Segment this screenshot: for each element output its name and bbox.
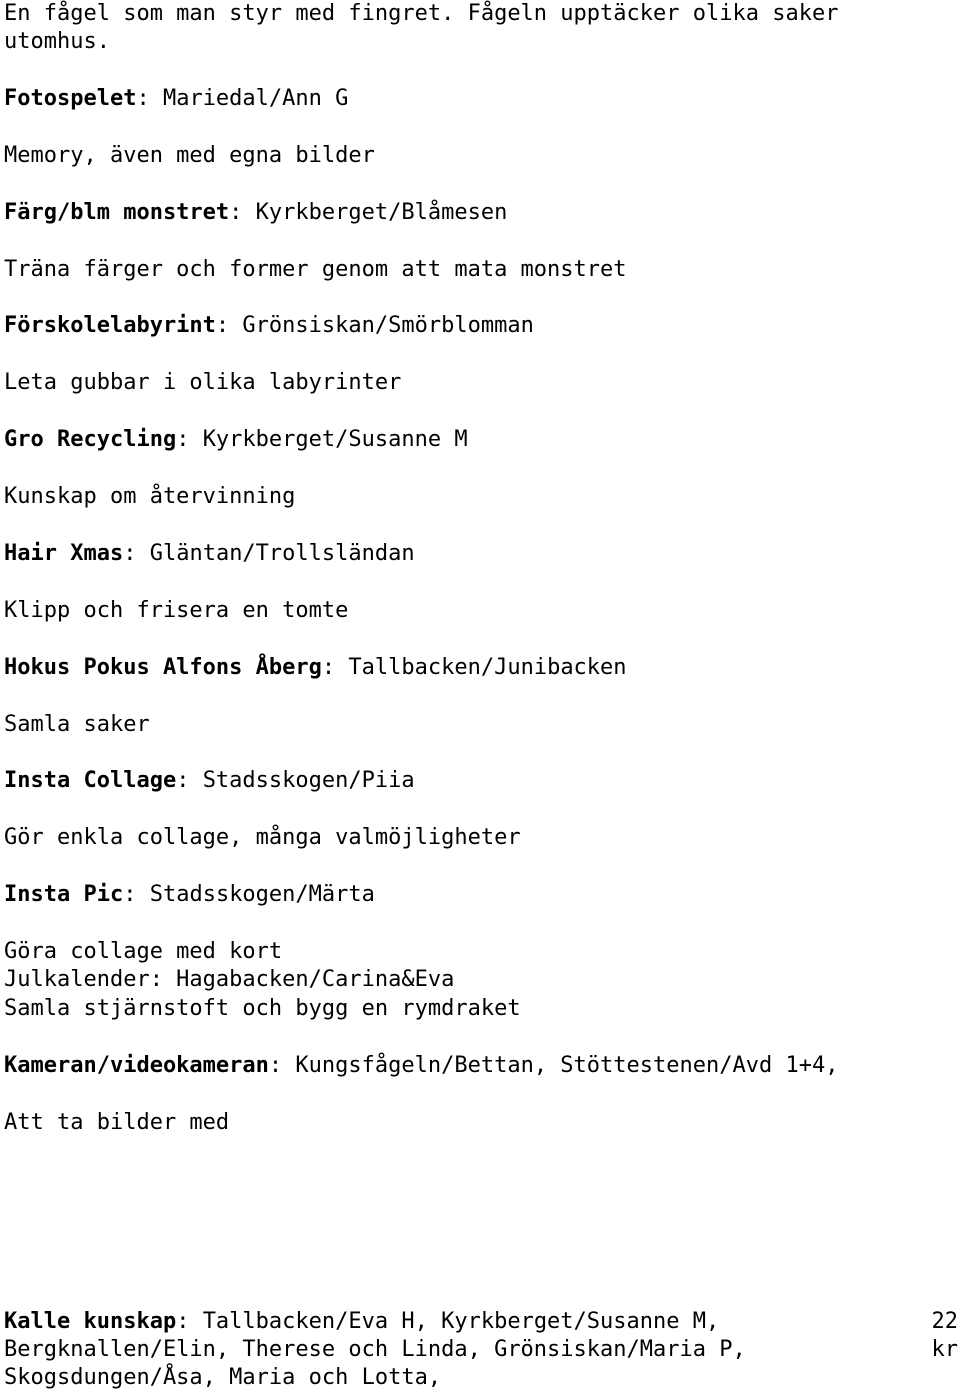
app-location-continued: Skogsdungen/Åsa, Maria och Lotta, [4, 1365, 442, 1390]
app-description: Memory, även med egna bilder [4, 143, 375, 168]
app-heading-julkalender: Julkalender: Hagabacken/Carina&Eva [4, 967, 455, 992]
app-location: Tallbacken/Eva H, Kyrkberget/Susanne M, [202, 1309, 720, 1334]
separator: : [268, 1053, 296, 1078]
app-title: Kameran/videokameran [4, 1053, 269, 1078]
app-heading-farg-blm-monstret [4, 199, 507, 227]
intro-line-1: En fågel som man styr med fingret. Fågeln upptäcker olika saker [4, 1, 839, 26]
separator: : [176, 1309, 203, 1334]
app-heading-hair-xmas [4, 540, 415, 568]
app-heading-kameran [4, 1052, 838, 1080]
separator: : [136, 86, 163, 111]
separator: : [229, 200, 256, 225]
separator: : [176, 427, 203, 452]
app-location-continued: Bergknallen/Elin, Therese och Linda, Grönsiskan/Maria P, [4, 1337, 746, 1362]
app-heading-insta-collage [4, 767, 415, 795]
app-title: Hair Xmas [4, 541, 124, 566]
app-description: Att ta bilder med [4, 1110, 230, 1135]
separator: : [123, 541, 150, 566]
price-unit: kr [931, 1337, 958, 1362]
app-heading-insta-pic [4, 881, 375, 909]
app-heading-gro-recycling [4, 426, 468, 454]
app-title: Fotospelet [4, 86, 137, 111]
app-title: Gro Recycling [4, 427, 177, 452]
app-description: Klipp och frisera en tomte [4, 598, 349, 623]
separator: : [123, 882, 150, 907]
app-description: Träna färger och former genom att mata monstret [4, 257, 627, 282]
app-title: Insta Pic [4, 882, 124, 907]
app-description: Samla saker [4, 712, 150, 737]
intro-line-2: utomhus. [4, 29, 110, 54]
app-title: Hokus Pokus Alfons Åberg [4, 655, 322, 680]
app-description: Samla stjärnstoft och bygg en rymdraket [4, 996, 521, 1021]
app-title: Kalle kunskap [4, 1309, 177, 1334]
app-title: Förskolelabyrint [4, 313, 216, 338]
app-heading-hokus-pokus [4, 654, 627, 682]
app-heading-kalle-kunskap [4, 1308, 719, 1336]
separator: : [321, 655, 349, 680]
app-location: Mariedal/Ann G [162, 86, 349, 111]
app-description: Leta gubbar i olika labyrinter [4, 370, 402, 395]
separator: : [215, 313, 243, 338]
app-description: Kunskap om återvinning [4, 484, 296, 509]
app-description: Göra collage med kort [4, 939, 283, 964]
app-location: Kungsfågeln/Bettan, Stöttestenen/Avd 1+4, [295, 1053, 839, 1078]
app-location: Kyrkberget/Susanne M [202, 427, 468, 452]
app-location: Grönsiskan/Smörblomman [242, 313, 534, 338]
separator: : [176, 768, 203, 793]
app-heading-fotospelet [4, 85, 348, 113]
app-location: Stadsskogen/Piia [202, 768, 415, 793]
app-location: Kyrkberget/Blåmesen [255, 200, 508, 225]
app-title: Insta Collage [4, 768, 177, 793]
app-title: Färg/blm monstret [4, 200, 230, 225]
price-amount: 22 [931, 1309, 958, 1334]
app-location: Tallbacken/Junibacken [348, 655, 627, 680]
app-location: Gläntan/Trollsländan [149, 541, 415, 566]
app-description: Gör enkla collage, många valmöjligheter [4, 825, 521, 850]
app-heading-forskolelabyrint [4, 312, 534, 340]
app-location: Stadsskogen/Märta [149, 882, 375, 907]
